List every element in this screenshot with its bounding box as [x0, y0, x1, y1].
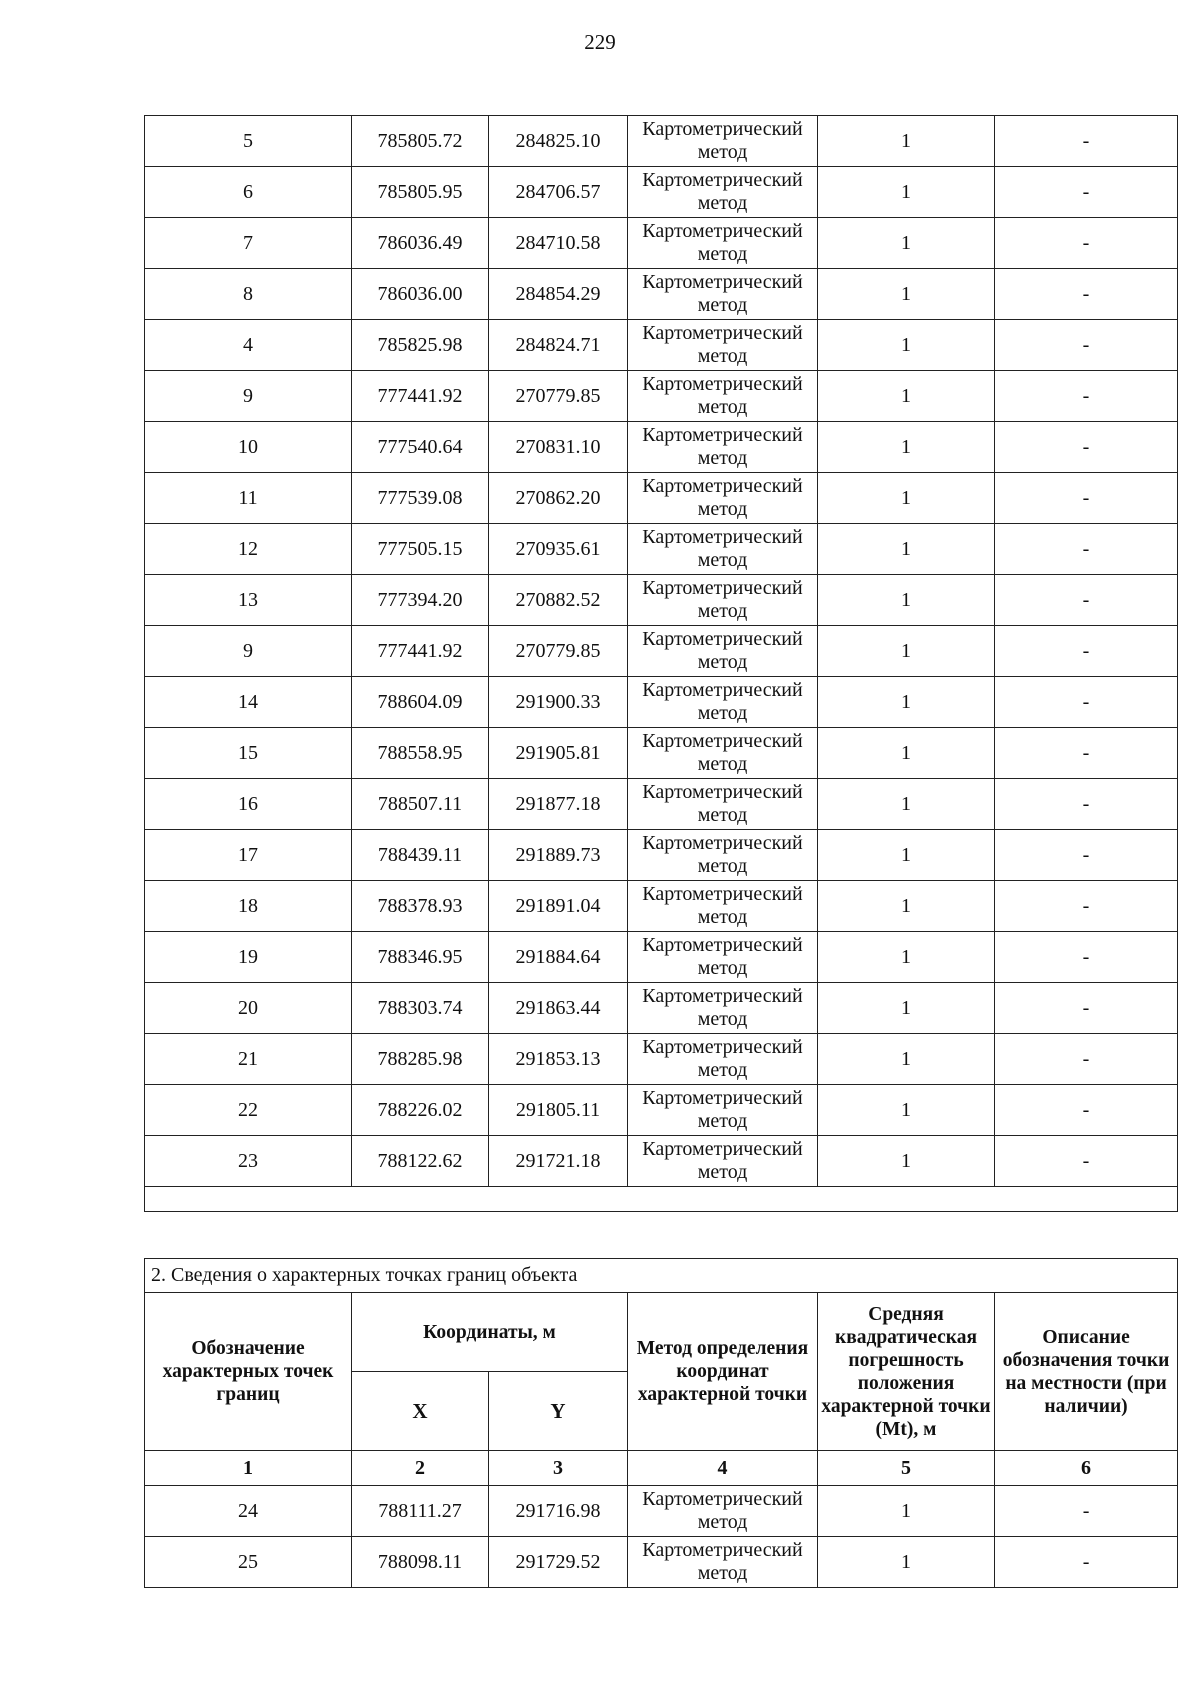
y-cell: 270882.52	[489, 575, 628, 626]
y-cell: 291716.98	[489, 1486, 628, 1537]
description-cell: -	[995, 218, 1178, 269]
mean-error-cell: 1	[818, 1085, 995, 1136]
header-coordinates: Координаты, м	[352, 1293, 628, 1372]
header-mean-error: Средняя квадратическая погрешность положения характерной точки (Mt), м	[818, 1293, 995, 1451]
description-cell: -	[995, 932, 1178, 983]
mean-error-cell: 1	[818, 1486, 995, 1537]
table-row	[145, 881, 1178, 932]
method-cell: Картометрический метод	[628, 677, 818, 728]
point-cell: 7	[145, 218, 352, 269]
mean-error-cell: 1	[818, 1537, 995, 1588]
description-cell: -	[995, 371, 1178, 422]
mean-error-cell: 1	[818, 218, 995, 269]
y-cell: 291853.13	[489, 1034, 628, 1085]
x-cell: 788378.93	[352, 881, 489, 932]
method-cell: Картометрический метод	[628, 626, 818, 677]
description-cell: -	[995, 1486, 1178, 1537]
y-cell: 291805.11	[489, 1085, 628, 1136]
method-cell: Картометрический метод	[628, 167, 818, 218]
point-cell: 13	[145, 575, 352, 626]
header-method: Метод определения координат характерной точки	[628, 1293, 818, 1451]
description-cell: -	[995, 1136, 1178, 1187]
x-cell: 788303.74	[352, 983, 489, 1034]
x-cell: 777394.20	[352, 575, 489, 626]
mean-error-cell: 1	[818, 473, 995, 524]
mean-error-cell: 1	[818, 983, 995, 1034]
description-cell: -	[995, 728, 1178, 779]
method-cell: Картометрический метод	[628, 881, 818, 932]
description-cell: -	[995, 167, 1178, 218]
x-cell: 777540.64	[352, 422, 489, 473]
column-number: 4	[628, 1451, 818, 1486]
boundary-points-table	[144, 1258, 1178, 1588]
description-cell: -	[995, 830, 1178, 881]
table-row	[145, 371, 1178, 422]
table-row	[145, 269, 1178, 320]
table-row	[145, 1085, 1178, 1136]
description-cell: -	[995, 1085, 1178, 1136]
x-cell: 786036.00	[352, 269, 489, 320]
point-cell: 10	[145, 422, 352, 473]
table-row	[145, 1537, 1178, 1588]
header-x: X	[352, 1372, 489, 1451]
x-cell: 777441.92	[352, 371, 489, 422]
description-cell: -	[995, 983, 1178, 1034]
y-cell: 291884.64	[489, 932, 628, 983]
table-row	[145, 218, 1178, 269]
y-cell: 284825.10	[489, 116, 628, 167]
description-cell: -	[995, 524, 1178, 575]
point-cell: 9	[145, 626, 352, 677]
x-cell: 785805.72	[352, 116, 489, 167]
point-cell: 11	[145, 473, 352, 524]
y-cell: 291900.33	[489, 677, 628, 728]
mean-error-cell: 1	[818, 881, 995, 932]
y-cell: 284706.57	[489, 167, 628, 218]
method-cell: Картометрический метод	[628, 575, 818, 626]
column-number: 6	[995, 1451, 1178, 1486]
point-cell: 21	[145, 1034, 352, 1085]
description-cell: -	[995, 575, 1178, 626]
point-cell: 16	[145, 779, 352, 830]
x-cell: 777505.15	[352, 524, 489, 575]
x-cell: 785825.98	[352, 320, 489, 371]
header-description: Описание обозначения точки на местности (при наличии)	[995, 1293, 1178, 1451]
x-cell: 788558.95	[352, 728, 489, 779]
header-point-designation: Обозначение характерных точек границ	[145, 1293, 352, 1451]
table-row	[145, 320, 1178, 371]
point-cell: 5	[145, 116, 352, 167]
method-cell: Картометрический метод	[628, 524, 818, 575]
method-cell: Картометрический метод	[628, 473, 818, 524]
description-cell: -	[995, 779, 1178, 830]
point-cell: 17	[145, 830, 352, 881]
point-cell: 25	[145, 1537, 352, 1588]
method-cell: Картометрический метод	[628, 1136, 818, 1187]
y-cell: 291863.44	[489, 983, 628, 1034]
point-cell: 6	[145, 167, 352, 218]
mean-error-cell: 1	[818, 779, 995, 830]
description-cell: -	[995, 677, 1178, 728]
table-row	[145, 932, 1178, 983]
point-cell: 9	[145, 371, 352, 422]
mean-error-cell: 1	[818, 626, 995, 677]
x-cell: 777539.08	[352, 473, 489, 524]
description-cell: -	[995, 473, 1178, 524]
y-cell: 291721.18	[489, 1136, 628, 1187]
method-cell: Картометрический метод	[628, 1537, 818, 1588]
y-cell: 270935.61	[489, 524, 628, 575]
table-row	[145, 1486, 1178, 1537]
description-cell: -	[995, 269, 1178, 320]
description-cell: -	[995, 626, 1178, 677]
y-cell: 291905.81	[489, 728, 628, 779]
x-cell: 788285.98	[352, 1034, 489, 1085]
table-row	[145, 983, 1178, 1034]
table-row	[145, 422, 1178, 473]
point-cell: 23	[145, 1136, 352, 1187]
point-cell: 8	[145, 269, 352, 320]
empty-row	[145, 1187, 1178, 1212]
mean-error-cell: 1	[818, 677, 995, 728]
table-row	[145, 779, 1178, 830]
table-row	[145, 167, 1178, 218]
y-cell: 284824.71	[489, 320, 628, 371]
point-cell: 15	[145, 728, 352, 779]
y-cell: 291877.18	[489, 779, 628, 830]
mean-error-cell: 1	[818, 269, 995, 320]
y-cell: 284710.58	[489, 218, 628, 269]
method-cell: Картометрический метод	[628, 1085, 818, 1136]
y-cell: 291729.52	[489, 1537, 628, 1588]
empty-cell	[145, 1187, 1178, 1212]
table-row	[145, 1034, 1178, 1085]
method-cell: Картометрический метод	[628, 1034, 818, 1085]
mean-error-cell: 1	[818, 1136, 995, 1187]
point-cell: 22	[145, 1085, 352, 1136]
method-cell: Картометрический метод	[628, 779, 818, 830]
x-cell: 785805.95	[352, 167, 489, 218]
x-cell: 788098.11	[352, 1537, 489, 1588]
mean-error-cell: 1	[818, 320, 995, 371]
mean-error-cell: 1	[818, 575, 995, 626]
method-cell: Картометрический метод	[628, 116, 818, 167]
table-row	[145, 677, 1178, 728]
point-cell: 12	[145, 524, 352, 575]
point-cell: 18	[145, 881, 352, 932]
method-cell: Картометрический метод	[628, 320, 818, 371]
y-cell: 291889.73	[489, 830, 628, 881]
x-cell: 788122.62	[352, 1136, 489, 1187]
method-cell: Картометрический метод	[628, 830, 818, 881]
method-cell: Картометрический метод	[628, 728, 818, 779]
y-cell: 284854.29	[489, 269, 628, 320]
description-cell: -	[995, 1034, 1178, 1085]
x-cell: 788111.27	[352, 1486, 489, 1537]
table-row	[145, 728, 1178, 779]
point-cell: 20	[145, 983, 352, 1034]
method-cell: Картометрический метод	[628, 371, 818, 422]
x-cell: 777441.92	[352, 626, 489, 677]
mean-error-cell: 1	[818, 422, 995, 473]
mean-error-cell: 1	[818, 728, 995, 779]
point-cell: 4	[145, 320, 352, 371]
method-cell: Картометрический метод	[628, 932, 818, 983]
table-row	[145, 473, 1178, 524]
page-number: 229	[584, 30, 616, 54]
x-cell: 788439.11	[352, 830, 489, 881]
mean-error-cell: 1	[818, 116, 995, 167]
x-cell: 788507.11	[352, 779, 489, 830]
method-cell: Картометрический метод	[628, 983, 818, 1034]
mean-error-cell: 1	[818, 1034, 995, 1085]
x-cell: 788346.95	[352, 932, 489, 983]
description-cell: -	[995, 422, 1178, 473]
column-number: 1	[145, 1451, 352, 1486]
y-cell: 270779.85	[489, 626, 628, 677]
method-cell: Картометрический метод	[628, 269, 818, 320]
description-cell: -	[995, 881, 1178, 932]
mean-error-cell: 1	[818, 932, 995, 983]
description-cell: -	[995, 1537, 1178, 1588]
column-number: 2	[352, 1451, 489, 1486]
description-cell: -	[995, 116, 1178, 167]
method-cell: Картометрический метод	[628, 218, 818, 269]
table-caption: 2. Сведения о характерных точках границ объекта	[145, 1259, 1178, 1293]
column-number: 3	[489, 1451, 628, 1486]
method-cell: Картометрический метод	[628, 422, 818, 473]
table-row	[145, 1136, 1178, 1187]
x-cell: 786036.49	[352, 218, 489, 269]
point-cell: 24	[145, 1486, 352, 1537]
table-row	[145, 524, 1178, 575]
mean-error-cell: 1	[818, 167, 995, 218]
y-cell: 270831.10	[489, 422, 628, 473]
x-cell: 788604.09	[352, 677, 489, 728]
column-number: 5	[818, 1451, 995, 1486]
mean-error-cell: 1	[818, 524, 995, 575]
y-cell: 270862.20	[489, 473, 628, 524]
table-row	[145, 575, 1178, 626]
point-cell: 19	[145, 932, 352, 983]
table-row	[145, 830, 1178, 881]
description-cell: -	[995, 320, 1178, 371]
table-row	[145, 116, 1178, 167]
header-y: Y	[489, 1372, 628, 1451]
method-cell: Картометрический метод	[628, 1486, 818, 1537]
boundary-points-table-continued	[144, 115, 1178, 1212]
point-cell: 14	[145, 677, 352, 728]
table-row	[145, 626, 1178, 677]
y-cell: 270779.85	[489, 371, 628, 422]
mean-error-cell: 1	[818, 371, 995, 422]
mean-error-cell: 1	[818, 830, 995, 881]
x-cell: 788226.02	[352, 1085, 489, 1136]
y-cell: 291891.04	[489, 881, 628, 932]
